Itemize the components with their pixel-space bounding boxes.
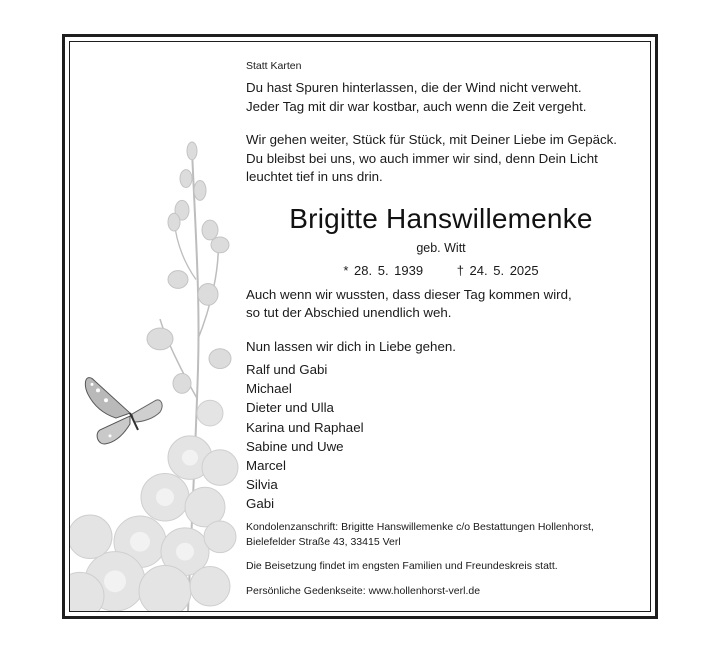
deceased-name: Brigitte Hanswillemenke: [289, 202, 593, 234]
verse-line: leuchtet tief in uns drin.: [246, 169, 383, 184]
list-item: Sabine und Uwe: [246, 438, 344, 454]
list-item: Silvia: [246, 477, 278, 493]
paragraph-line: so tut der Abschied unendlich weh.: [246, 305, 452, 320]
birth-date: * 28. 5. 1939: [343, 262, 424, 278]
list-item: Gabi: [246, 496, 275, 512]
blossom-cluster-icon: [70, 400, 238, 611]
farewell-paragraph: [246, 286, 646, 323]
notice-inner-border: [69, 41, 651, 612]
love-paragraph: Nun lassen wir dich in Liebe gehen.: [246, 338, 456, 354]
list-item: Michael: [246, 381, 292, 397]
death-date: † 24. 5. 2025: [456, 262, 539, 278]
verse-one: [246, 79, 646, 116]
life-dates: [246, 263, 636, 278]
verse-line: Wir gehen weiter, Stück für Stück, mit Deiner Liebe im Gepäck.: [246, 132, 617, 147]
funeral-note: Die Beisetzung findet im engsten Familien und Freundeskreis statt.: [246, 559, 558, 572]
list-item: Karina und Raphael: [246, 419, 364, 435]
verse-line: Jeder Tag mit dir war kostbar, auch wenn die Zeit vergeht.: [246, 98, 587, 114]
memorial-page: Persönliche Gedenkseite: www.hollenhorst-verl.de: [246, 584, 481, 597]
header-note: Statt Karten: [246, 60, 302, 72]
verse-line: Du bleibst bei uns, wo auch immer wir sind, denn Dein Licht: [246, 150, 598, 166]
list-item: Marcel: [246, 458, 286, 474]
condolence-address: [246, 520, 646, 550]
address-line: Kondolenzanschrift: Brigitte Hanswillemenke c/o Bestattungen Hollenhorst,: [246, 520, 594, 533]
list-item: Dieter und Ulla: [246, 400, 334, 416]
verse-two: [246, 131, 646, 187]
maiden-name: geb. Witt: [416, 240, 466, 255]
mourners-list: [246, 360, 646, 514]
notice-text: [246, 59, 646, 599]
address-line: Bielefelder Straße 43, 33415 Verl: [246, 535, 401, 548]
notice-frame: [62, 34, 658, 619]
butterfly-icon: [85, 378, 162, 444]
verse-line: Du hast Spuren hinterlassen, die der Wind nicht verweht.: [246, 80, 582, 95]
list-item: Ralf und Gabi: [246, 362, 328, 377]
paragraph-line: Auch wenn wir wussten, dass dieser Tag kommen wird,: [246, 286, 572, 302]
